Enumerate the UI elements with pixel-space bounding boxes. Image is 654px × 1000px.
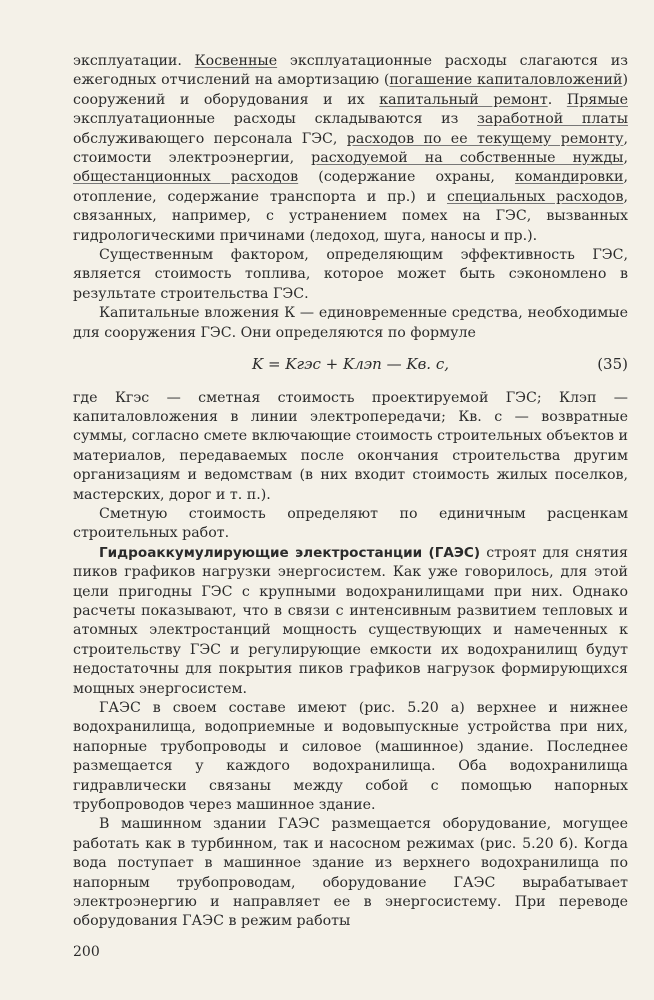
paragraph-expenses: эксплуатации. Косвенные эксплуатационные расходы слагаются из ежегодных отчислений на амортизацию (погашение капиталовложений) сооружений и оборудования и их капитальный ремонт. Прямые эксплуатационные расходы складываются из заработной платы обслуживающего персонала ГЭС, расходов по ее текущему ремонту, стоимости электроэнергии, расходуемой на собственные нужды, общестанционных расходов (содержание охраны, командировки, отопление, содержание транспорта и пр.) и специальных расходов, связанных, например, с устранением помех на ГЭС, вызванных гидрологическими причинами (ледоход, шуга, наносы и пр.). [73, 53, 628, 244]
formula-35 [73, 355, 628, 374]
section-heading: Гидроаккумулирующие электростанции (ГАЭС) [99, 544, 481, 561]
body-text [73, 52, 628, 932]
paragraph-fuel-cost: Существенным фактором, определяющим эффективность ГЭС, является стоимость топлива, которое может быть сэкономлено в результате строительства ГЭС. [73, 247, 628, 302]
paragraph-capital-investment: Капитальные вложения К — единовременные средства, необходимые для сооружения ГЭС. Они определяются по формуле [73, 305, 628, 341]
paragraph-gaes-operation: В машинном здании ГАЭС размещается оборудование, могущее работать как в турбинном, так и насосном режимах (рис. 5.20 б). Когда вода поступает в машинное здание из верхнего водохранилища по напорным трубопроводам, оборудование ГАЭС вырабатывает электроэнергию и направляет ее в энергосистему. При переводе оборудования ГАЭС в режим работы [73, 816, 628, 930]
paragraph-formula-legend: где Кгэс — сметная стоимость проектируемой ГЭС; Клэп — капиталовложения в линии электропередачи; Кв. с — возвратные суммы, согласно смете включающие стоимость строительных объектов и материалов, передаваемых после окончания строительства другим организациям и ведомствам (в них входит стоимость жилых поселков, мастерских, дорог и т. п.). [73, 389, 628, 503]
paragraph-gaes-intro: Гидроаккумулирующие электростанции (ГАЭС) строят для снятия пиков графиков нагрузки энергосистем. Как уже говорилось, для этой цели пригодны ГЭС с крупными водохранилищами при них. Однако расчеты показывают, что в связи с интенсивным развитием тепловых и атомных электростанций мощность существующих и намеченных к строительству ГЭС и регулирующие емкости их водохранилищ будут недостаточны для покрытия пиков графиков нагрузок формирующихся мощных энергосистем. [73, 544, 628, 697]
paragraph-gaes-composition: ГАЭС в своем составе имеют (рис. 5.20 а) верхнее и нижнее водохранилища, водоприемные и водовыпускные устройства при них, напорные трубопроводы и силовое (машинное) здание. Последнее размещается у каждого водохранилища. Оба водохранилища гидравлически связаны между собой с помощью напорных трубопроводов через машинное здание. [73, 700, 628, 814]
formula-expression: K = Kгэс + Kлэп — Kв. с, [252, 355, 449, 374]
paragraph-estimate: Сметную стоимость определяют по единичным расценкам строительных работ. [73, 505, 628, 542]
formula-number: (35) [597, 355, 628, 374]
page-number: 200 [73, 944, 100, 960]
